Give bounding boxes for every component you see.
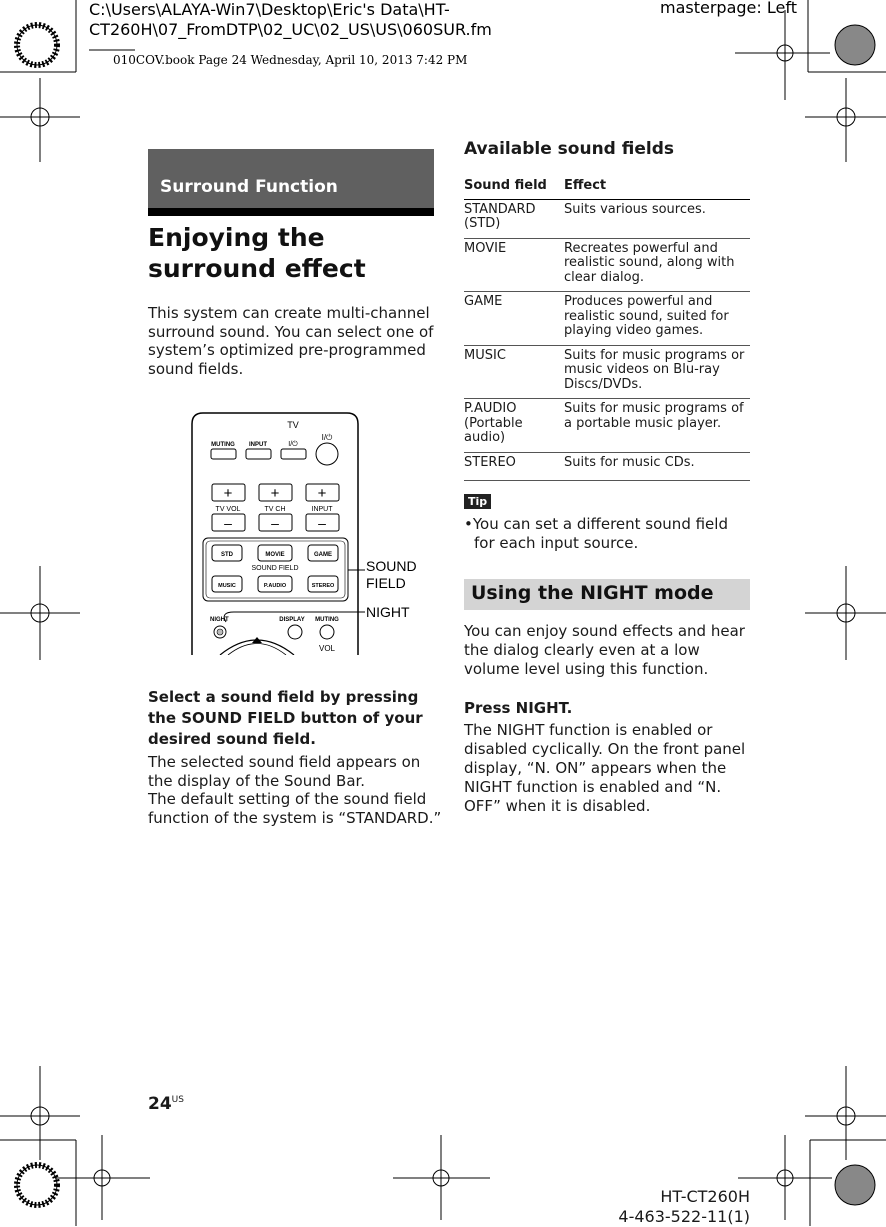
remote-movie-label: MOVIE xyxy=(265,552,285,558)
field-cell: STEREO xyxy=(464,452,564,480)
remote-power-label: I/⏻ xyxy=(321,433,333,442)
remote-tvch-label: TV CH xyxy=(264,506,286,513)
section-rule xyxy=(148,208,434,216)
remote-input2-label: INPUT xyxy=(311,506,333,513)
table-row xyxy=(464,199,750,238)
page-number-suffix: US xyxy=(171,1095,184,1105)
book-info: 010COV.book Page 24 Wednesday, April 10, 2013 7:42 PM xyxy=(113,53,468,67)
remote-tvvol-label: TV VOL xyxy=(215,506,241,513)
remote-sound-field-label: SOUND FIELD xyxy=(251,565,299,572)
effect-cell: Recreates powerful and realistic sound, along with clear dialog. xyxy=(564,238,750,292)
file-path xyxy=(89,0,519,40)
file-path-line1: C:\Users\ALAYA-Win7\Desktop\Eric's Data\HT- xyxy=(89,0,450,19)
remote-tv-power-label: I/⏻ xyxy=(288,441,298,448)
effect-cell: Suits for music CDs. xyxy=(564,452,750,480)
remote-muting2-label: MUTING xyxy=(315,617,339,623)
remote-muting-button xyxy=(211,449,236,459)
col-header-effect: Effect xyxy=(564,176,750,199)
remote-paudio-label: P.AUDIO xyxy=(263,583,287,589)
masterpage-label: masterpage: Left xyxy=(660,0,797,17)
night-mode-banner xyxy=(464,579,750,610)
field-cell: GAME xyxy=(464,292,564,346)
field-cell: STANDARD (STD) xyxy=(464,199,564,238)
night-mode-heading: Using the NIGHT mode xyxy=(471,582,714,604)
sound-field-table xyxy=(464,176,750,481)
remote-minus-1: – xyxy=(224,515,232,531)
remote-minus-3: – xyxy=(318,515,326,531)
file-path-line2: CT260H\07_FromDTP\02_UC\02_US\US\060SUR.fm xyxy=(89,20,492,39)
remote-tv-power-button xyxy=(281,449,306,459)
section-banner xyxy=(148,149,434,208)
effect-cell: Produces powerful and realistic sound, suited for playing video games. xyxy=(564,292,750,346)
field-cell: MUSIC xyxy=(464,345,564,399)
callout-night: NIGHT xyxy=(366,604,410,620)
table-row xyxy=(464,345,750,399)
night-intro: You can enjoy sound effects and hear the dialog clearly even at a low volume level using this function. xyxy=(464,622,745,678)
tip-badge: Tip xyxy=(464,494,491,509)
remote-power-button xyxy=(316,443,338,465)
table-header-row xyxy=(464,176,750,199)
press-night-heading: Press NIGHT. xyxy=(464,699,573,717)
model-name: HT-CT260H xyxy=(660,1187,750,1206)
step-heading: Select a sound field by pressing the SOUND FIELD button of your desired sound field. xyxy=(148,688,423,748)
effect-cell: Suits various sources. xyxy=(564,199,750,238)
remote-stereo-label: STEREO xyxy=(311,583,335,589)
table-row xyxy=(464,292,750,346)
page-number xyxy=(148,1094,184,1114)
remote-music-label: MUSIC xyxy=(218,583,236,589)
remote-game-label: GAME xyxy=(314,552,332,558)
model-info xyxy=(560,1187,750,1227)
section-banner-label: Surround Function xyxy=(160,177,338,197)
step-body-line1: The selected sound field appears on the display of the Sound Bar. xyxy=(148,753,421,790)
col-header-field: Sound field xyxy=(464,176,564,199)
remote-plus-1: + xyxy=(223,485,233,502)
effect-cell: Suits for music programs of a portable music player. xyxy=(564,399,750,453)
remote-vol-label: VOL xyxy=(318,644,336,653)
table-row xyxy=(464,452,750,480)
remote-input-button xyxy=(246,449,271,459)
page-title: Enjoying the surround effect xyxy=(148,223,366,283)
remote-input-label: INPUT xyxy=(249,442,267,448)
callout-sound-field-2: FIELD xyxy=(366,575,406,591)
tip-text: •You can set a different sound field for each input source. xyxy=(464,515,728,552)
available-sound-fields-heading: Available sound fields xyxy=(464,139,675,159)
step-body-line2: The default setting of the sound field function of the system is “STANDARD.” xyxy=(148,790,442,827)
step-body xyxy=(148,753,443,827)
intro-paragraph: This system can create multi-channel surround sound. You can select one of system’s optimized pre-programmed sound fields. xyxy=(148,304,434,378)
remote-plus-2: + xyxy=(270,485,280,502)
remote-minus-2: – xyxy=(271,515,279,531)
remote-muting2-button xyxy=(320,625,334,639)
field-cell: MOVIE xyxy=(464,238,564,292)
page-number-value: 24 xyxy=(148,1094,172,1114)
remote-plus-3: + xyxy=(317,485,327,502)
callout-sound-field-1: SOUND xyxy=(366,558,417,574)
remote-display-label: DISPLAY xyxy=(279,617,305,623)
night-body: The NIGHT function is enabled or disabled cyclically. On the front panel display, “N. ON” appears when the NIGHT function is enabled and “N. OFF” when it is disabled. xyxy=(464,721,746,815)
part-number: 4-463-522-11(1) xyxy=(618,1207,750,1226)
remote-tv-label: TV xyxy=(287,420,299,430)
remote-night-label: NIGHT xyxy=(210,617,229,623)
table-row xyxy=(464,238,750,292)
remote-display-button xyxy=(288,625,302,639)
table-row xyxy=(464,399,750,453)
remote-muting-label: MUTING xyxy=(211,442,235,448)
field-cell: P.AUDIO (Portable audio) xyxy=(464,399,564,453)
remote-std-label: STD xyxy=(221,552,233,558)
remote-illustration xyxy=(190,410,430,655)
effect-cell: Suits for music programs or music videos on Blu-ray Discs/DVDs. xyxy=(564,345,750,399)
